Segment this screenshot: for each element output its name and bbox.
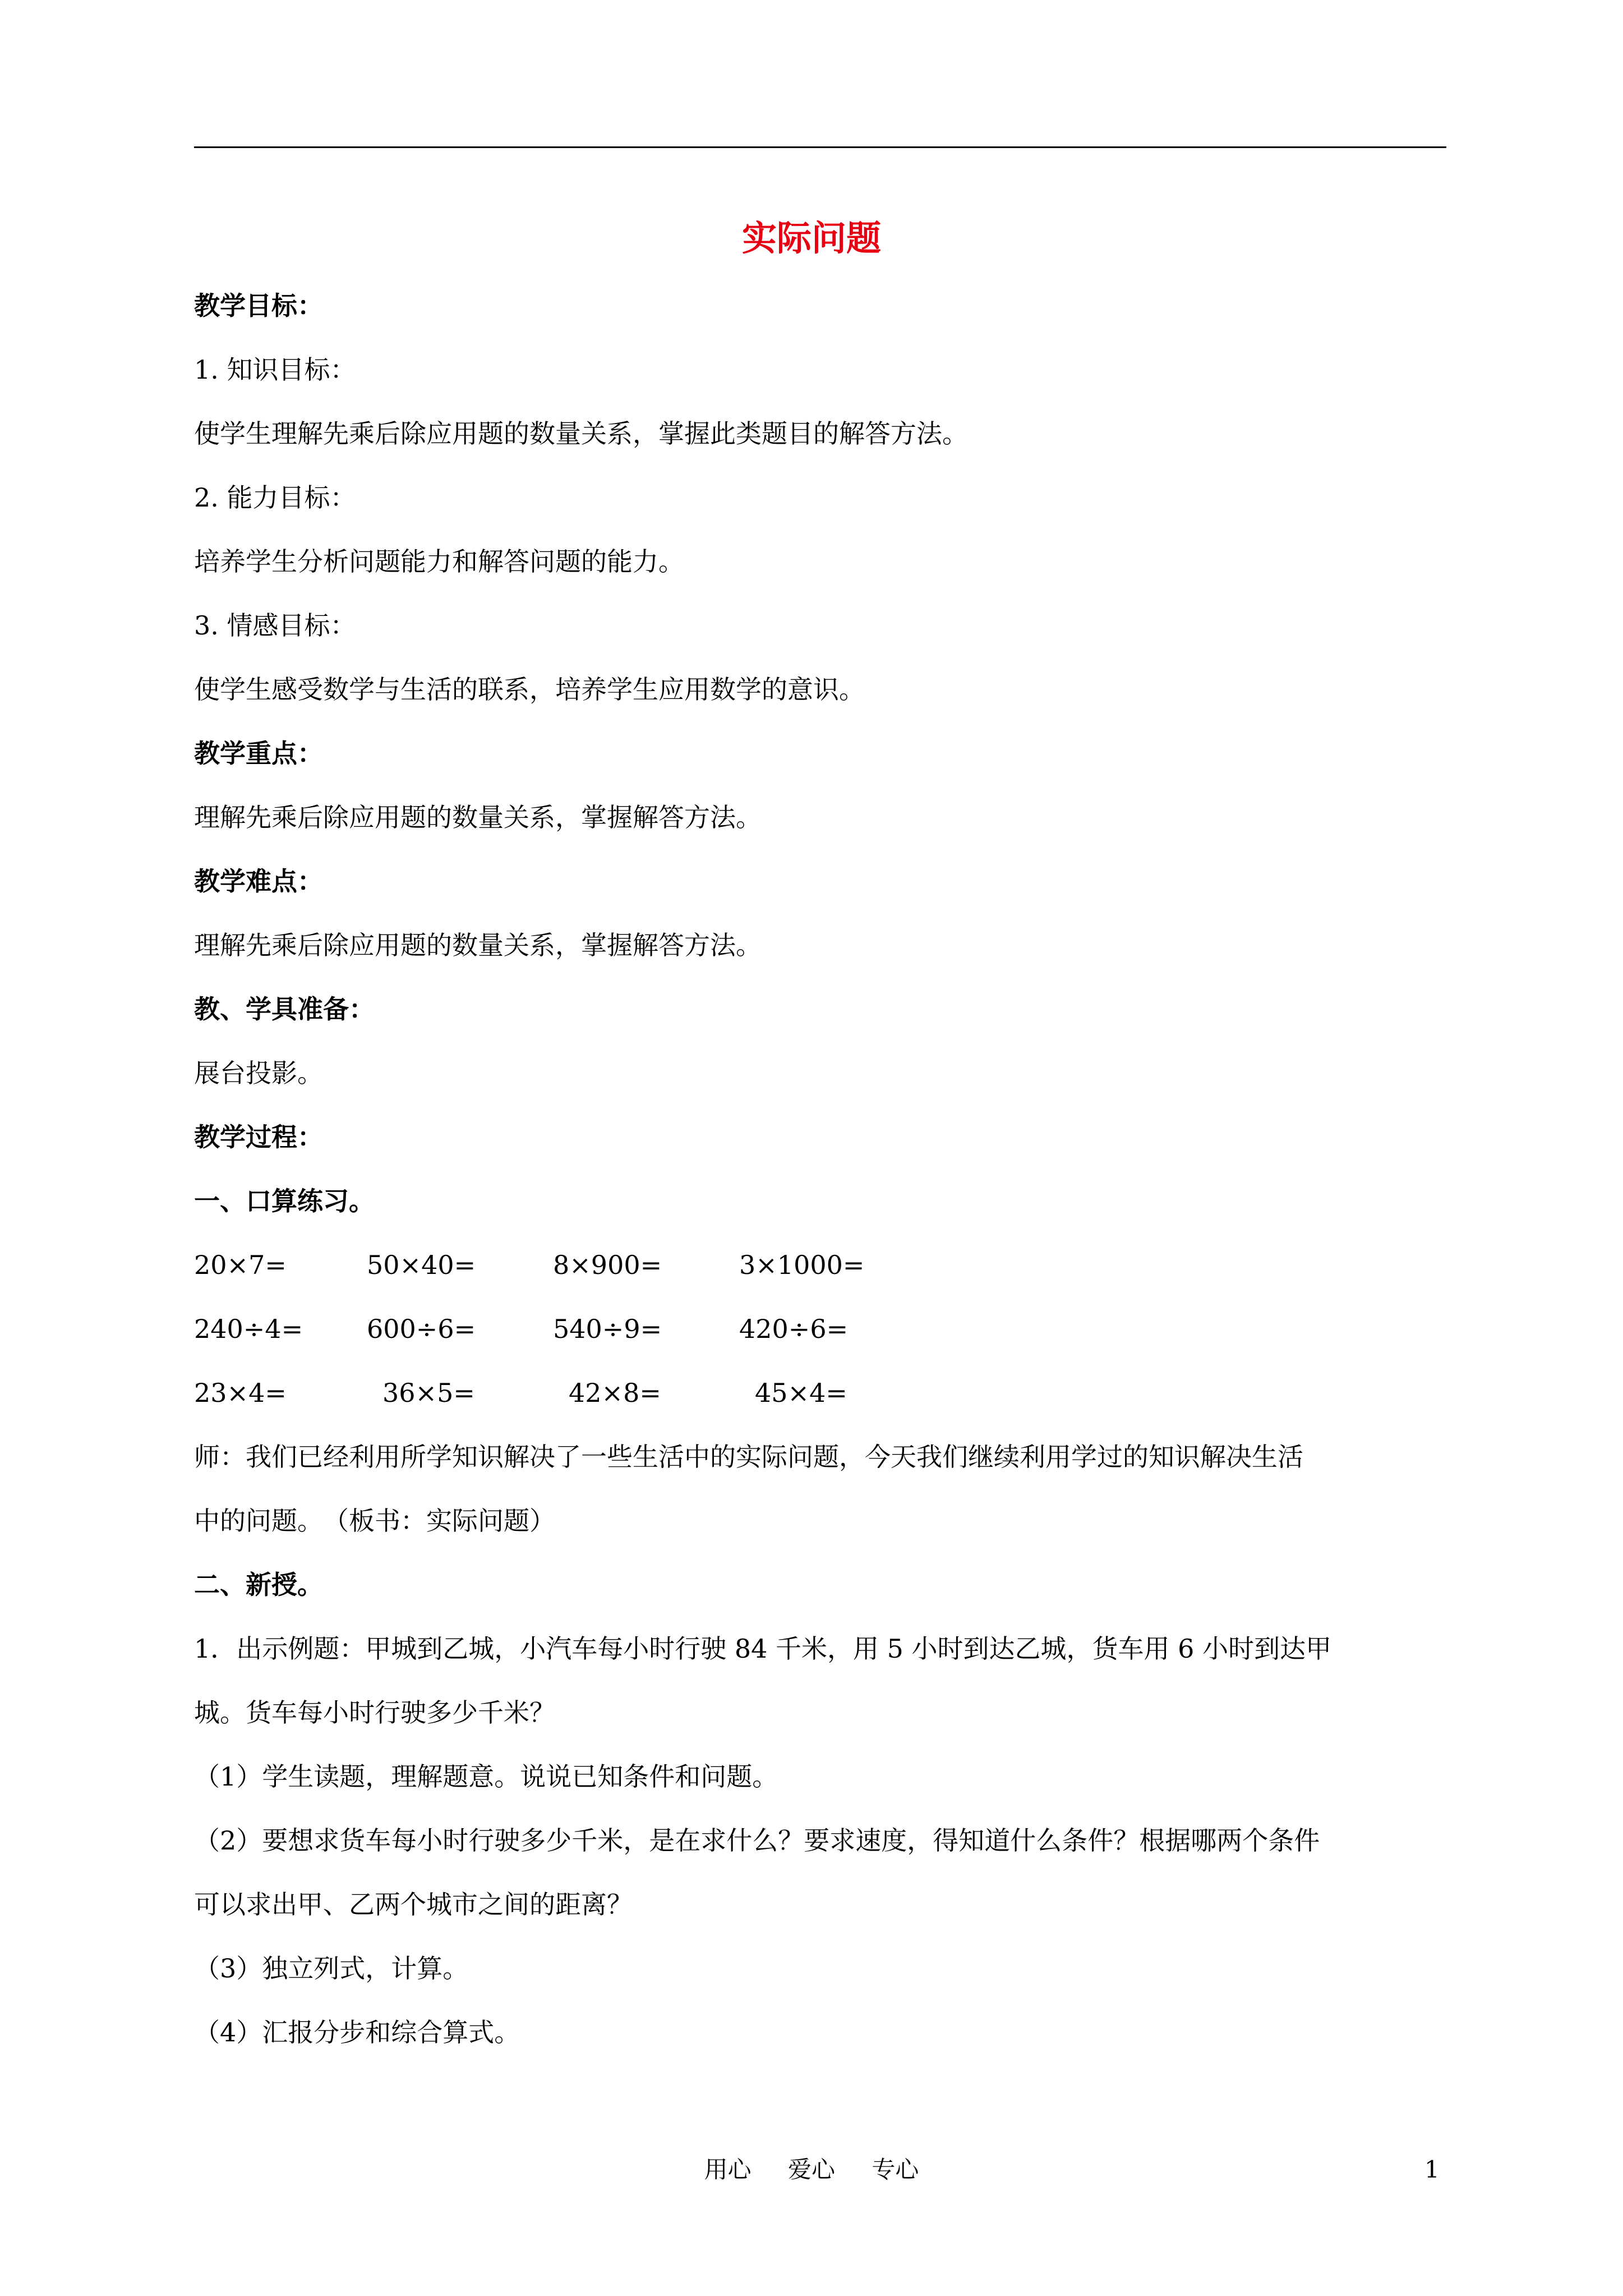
calc-row-1: [194, 1248, 1446, 1282]
key-point-heading: 教学重点：: [194, 738, 323, 769]
calc-item: 3×1000=: [739, 1250, 865, 1280]
example-line-1: 1．出示例题：甲城到乙城，小汽车每小时行驶 84 千米，用 5 小时到达乙城，货车用 6 小时到达甲: [194, 1634, 1332, 1664]
teacher-intro-line-1: 师：我们已经利用所学知识解决了一些生活中的实际问题，今天我们继续利用学过的知识解决生活: [194, 1442, 1303, 1472]
calc-item: 42×8=: [569, 1378, 661, 1408]
document-body: [194, 289, 1446, 2049]
calc-item: 420÷6=: [739, 1314, 849, 1344]
calc-item: 540÷9=: [553, 1314, 662, 1344]
goal2-text: 培养学生分析问题能力和解答问题的能力。: [194, 546, 684, 577]
footer-motto: [0, 2154, 1623, 2185]
calc-item: 36×5=: [382, 1378, 475, 1408]
difficulty-heading: 教学难点：: [194, 866, 323, 896]
teacher-intro-line-2: 中的问题。 （板书：实际问题）: [194, 1506, 555, 1536]
footer-word: 用心: [704, 2156, 751, 2183]
goal1-text: 使学生理解先乘后除应用题的数量关系，掌握此类题目的解答方法。: [194, 418, 968, 449]
step-1: （1）学生读题，理解题意。说说已知条件和问题。: [194, 1761, 778, 1792]
step-2-line-1: （2）要想求货车每小时行驶多少千米，是在求什么？要求速度，得知道什么条件？根据哪两个条件: [194, 1825, 1320, 1856]
new-lesson-heading: 二、新授。: [194, 1570, 323, 1600]
footer-word: 专心: [872, 2156, 919, 2183]
page-title: 实际问题: [741, 218, 881, 259]
calc-item: 23×4=: [194, 1378, 287, 1408]
example-line-2: 城。货车每小时行驶多少千米？: [194, 1697, 555, 1728]
goal1-heading: 1. 知识目标：: [194, 355, 356, 385]
calc-item: 50×40=: [367, 1250, 476, 1280]
preparation-heading: 教、学具准备：: [194, 994, 375, 1024]
calc-item: 240÷4=: [194, 1314, 303, 1344]
calc-item: 600÷6=: [367, 1314, 476, 1344]
difficulty-text: 理解先乘后除应用题的数量关系，掌握解答方法。: [194, 930, 762, 960]
preparation-text: 展台投影。: [194, 1058, 323, 1088]
header-rule: [194, 146, 1446, 148]
footer-word: 爱心: [787, 2156, 835, 2183]
calc-item: 20×7=: [194, 1250, 287, 1280]
step-2-line-2: 可以求出甲、乙两个城市之间的距离？: [194, 1889, 633, 1920]
step-3: （3）独立列式，计算。: [194, 1953, 469, 1984]
key-point-text: 理解先乘后除应用题的数量关系，掌握解答方法。: [194, 802, 762, 832]
page-number: 1: [1424, 2156, 1440, 2183]
calc-item: 45×4=: [755, 1378, 847, 1408]
goal3-text: 使学生感受数学与生活的联系，培养学生应用数学的意识。: [194, 674, 865, 705]
goals-heading: 教学目标：: [194, 291, 323, 321]
calc-row-2: [194, 1312, 1446, 1346]
calc-item: 8×900=: [553, 1250, 662, 1280]
goal3-heading: 3. 情感目标：: [194, 610, 356, 641]
process-heading: 教学过程：: [194, 1122, 323, 1152]
step-4: （4）汇报分步和综合算式。: [194, 2017, 520, 2047]
oral-practice-heading: 一、口算练习。: [194, 1186, 375, 1216]
goal2-heading: 2. 能力目标：: [194, 482, 356, 513]
calc-row-3: [194, 1376, 1446, 1410]
